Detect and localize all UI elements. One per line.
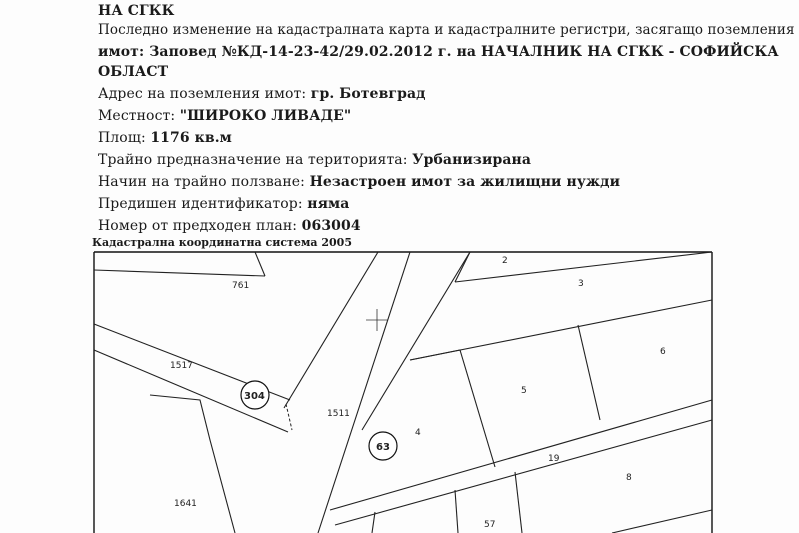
lot-3-bottom bbox=[410, 300, 712, 360]
prev-plan-value: 063004 bbox=[301, 218, 361, 234]
lower-lot-edge-4 bbox=[612, 510, 712, 533]
prev-id-value: няма bbox=[307, 196, 350, 212]
lower-lot-edge bbox=[372, 512, 375, 533]
lot-2-left bbox=[455, 252, 470, 282]
lot-5-6-divider bbox=[578, 325, 600, 420]
lower-lot-edge-3 bbox=[515, 472, 522, 533]
lot-1641-edge bbox=[150, 395, 235, 533]
usage-value: Незастроен имот за жилищни нужди bbox=[309, 174, 621, 190]
address-value: гр. Ботевград bbox=[310, 86, 426, 102]
parcel-4-right bbox=[460, 350, 495, 467]
usage-label: Начин на трайно ползване: bbox=[98, 174, 305, 190]
dashed-boundary bbox=[286, 404, 292, 430]
parcel-label-2: 2 bbox=[502, 256, 508, 266]
parcel-label-57: 57 bbox=[484, 520, 496, 530]
map-frame bbox=[94, 252, 712, 533]
authority-line: НА СГКК bbox=[98, 3, 175, 19]
area-value: 1176 кв.м bbox=[150, 130, 232, 146]
parcel-label-1511: 1511 bbox=[327, 409, 350, 419]
road-edge-left bbox=[284, 252, 378, 408]
lower-lot-edge-2 bbox=[455, 490, 458, 533]
last-change-line: Последно изменение на кадастралната карта и кадастралните регистри, засягащо поземления bbox=[98, 22, 795, 38]
parcel-label-1641: 1641 bbox=[174, 499, 197, 509]
purpose-label: Трайно предназначение на територията: bbox=[98, 152, 408, 168]
lot-2-bottom bbox=[455, 252, 712, 282]
parcel-label-1517: 1517 bbox=[170, 361, 193, 371]
order-line: имот: Заповед №КД-14-23-42/29.02.2012 г. на НАЧАЛНИК НА СГКК - СОФИЙСКА bbox=[98, 44, 779, 60]
lot-edge-2 bbox=[255, 252, 265, 276]
parcel-label-19: 19 bbox=[548, 454, 560, 464]
parcel-label-5: 5 bbox=[521, 386, 527, 396]
area-label: Площ: bbox=[98, 130, 146, 146]
parcel-label-4: 4 bbox=[415, 428, 421, 438]
locality-value: "ШИРОКО ЛИВАДЕ" bbox=[179, 108, 352, 124]
parcel-label-8: 8 bbox=[626, 473, 632, 483]
parcel-label-761: 761 bbox=[232, 281, 250, 291]
order-continuation: ОБЛАСТ bbox=[98, 64, 169, 80]
prev-plan-label: Номер от предходен план: bbox=[98, 218, 298, 234]
parcel-boundaries bbox=[94, 252, 712, 533]
parcel-label-3: 3 bbox=[578, 279, 584, 289]
locality-label: Местност: bbox=[98, 108, 176, 124]
address-label: Адрес на поземления имот: bbox=[98, 86, 307, 102]
coordinate-system-label: Кадастрална координатна система 2005 bbox=[92, 236, 352, 249]
purpose-value: Урбанизирана bbox=[412, 152, 532, 168]
parcel-label-63: 63 bbox=[376, 442, 390, 453]
parcel-label-6: 6 bbox=[660, 347, 666, 357]
prev-id-label: Предишен идентификатор: bbox=[98, 196, 303, 212]
parcel-label-304: 304 bbox=[244, 391, 265, 402]
lot-edge bbox=[94, 270, 265, 276]
triangle-edge bbox=[362, 252, 470, 430]
